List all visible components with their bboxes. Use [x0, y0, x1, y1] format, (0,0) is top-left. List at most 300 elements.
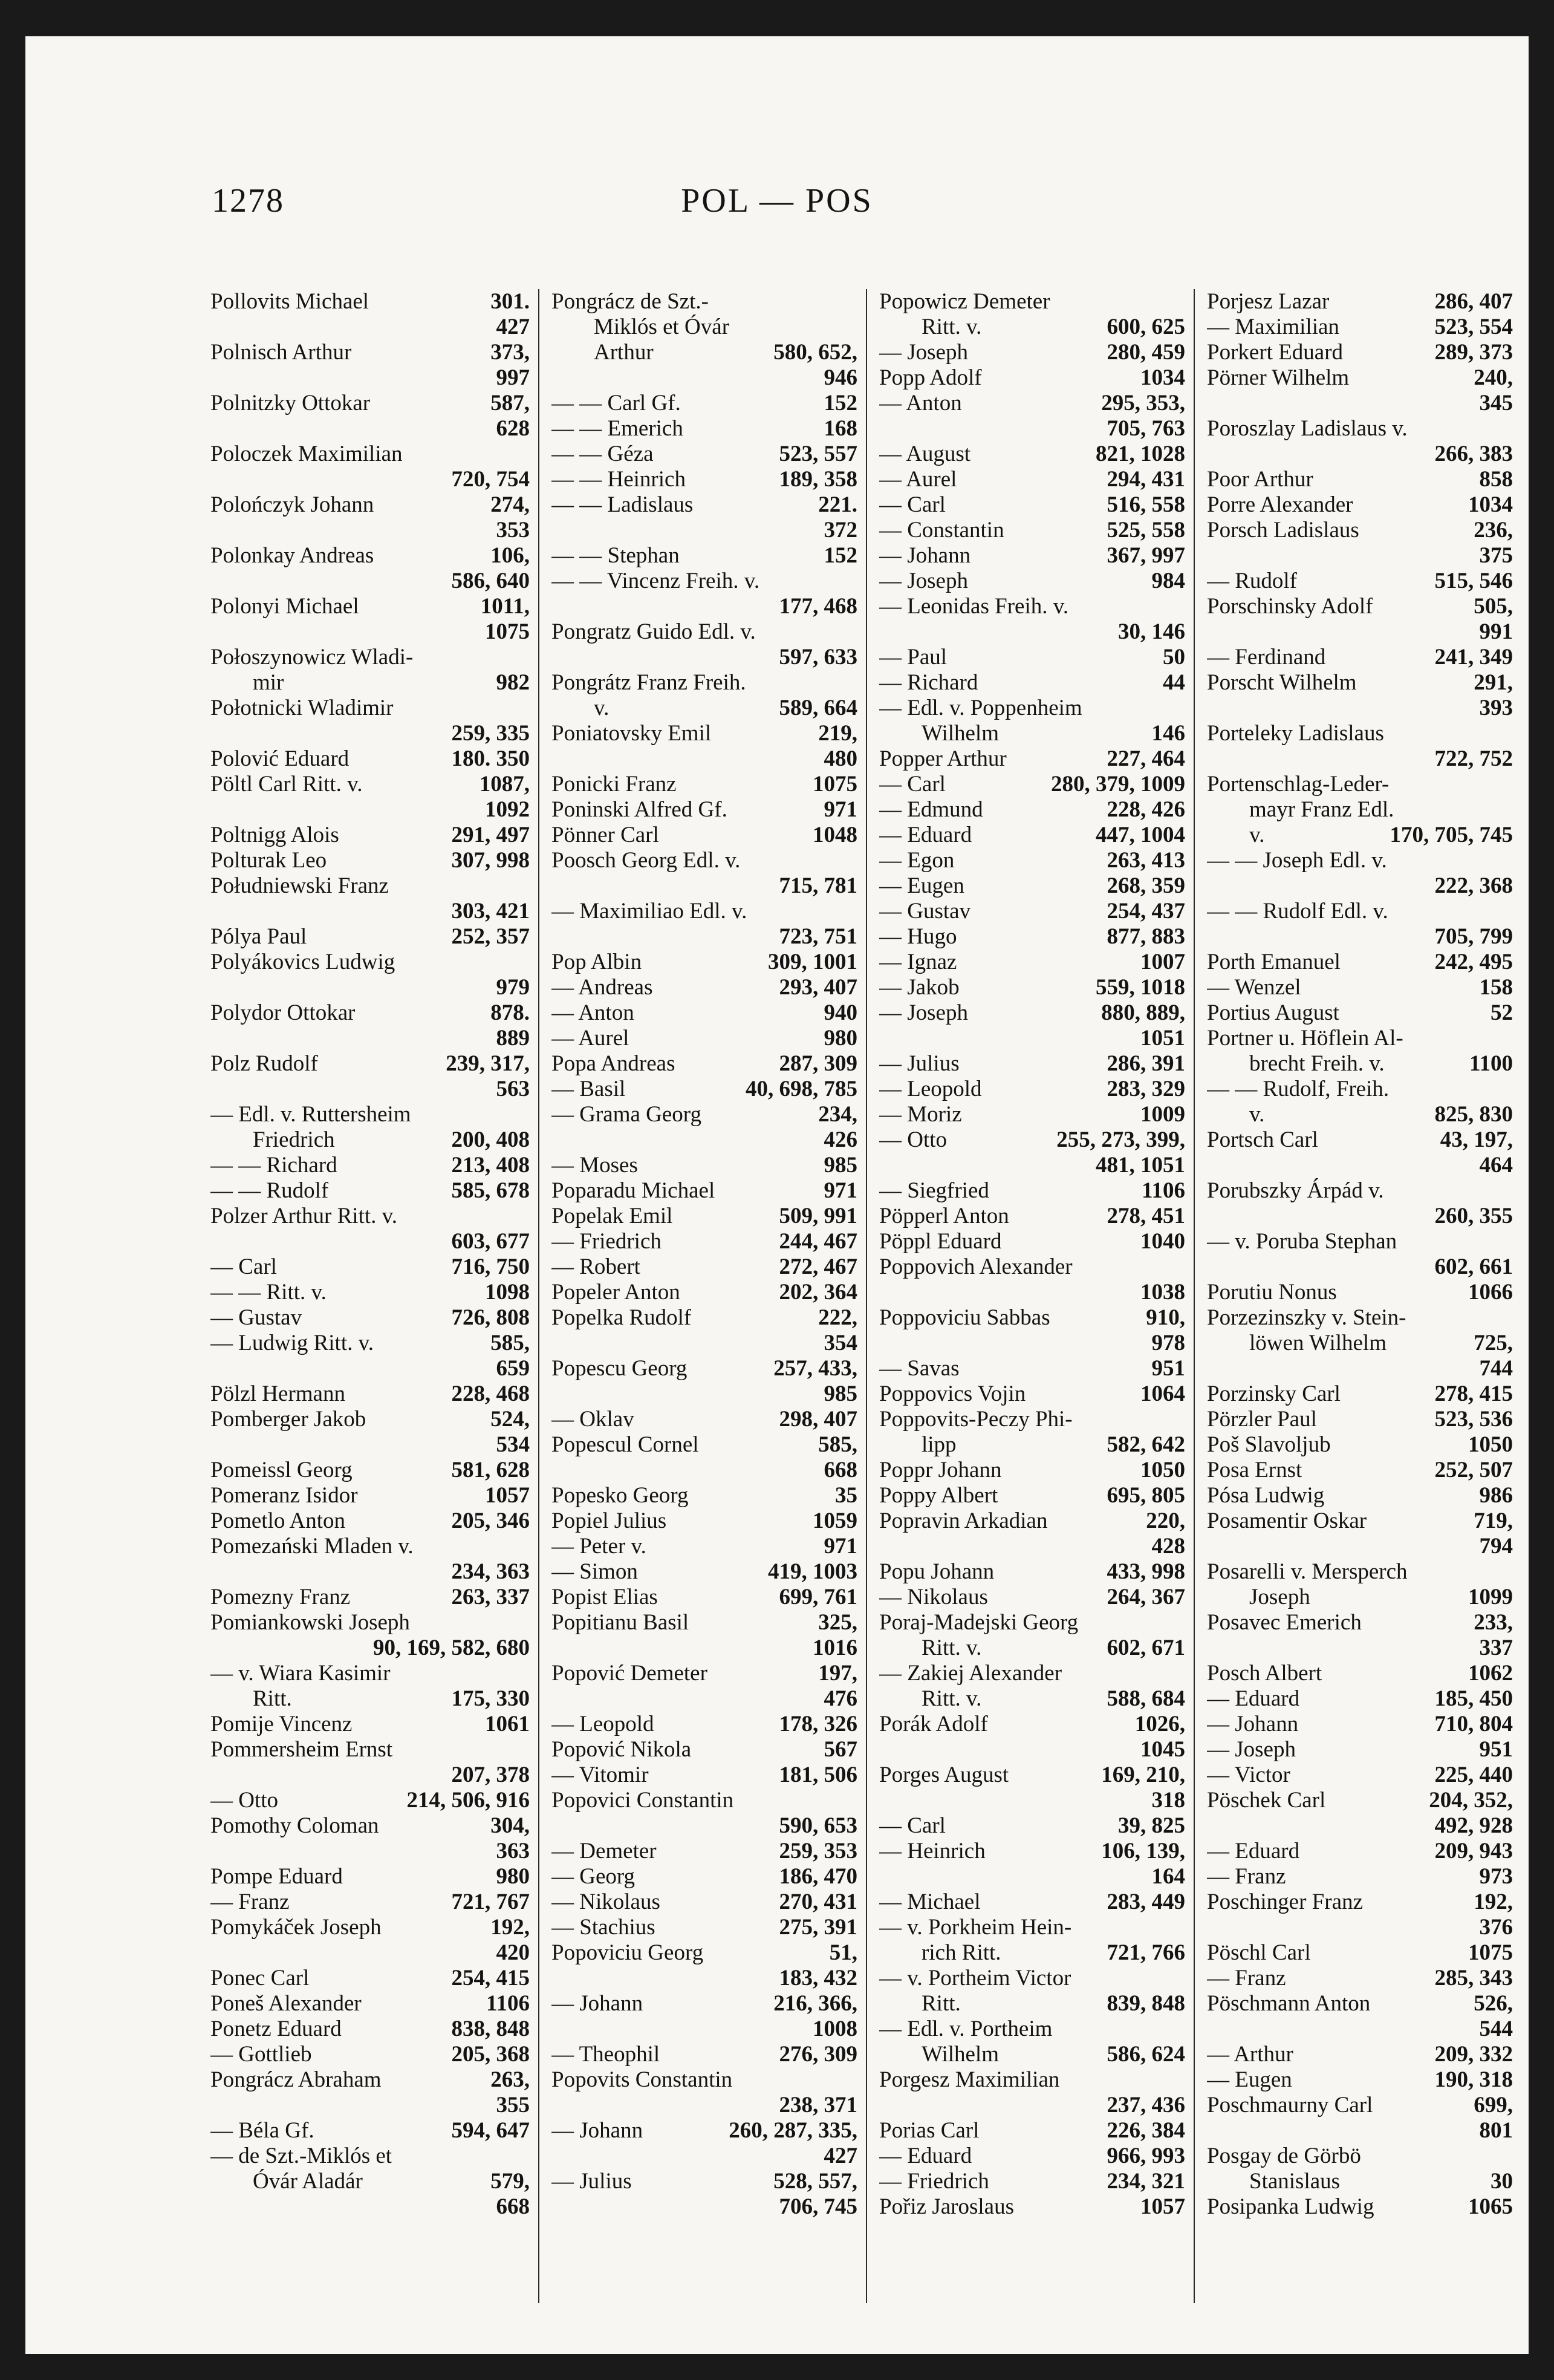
- entry-name: Porschinsky Adolf: [1207, 594, 1373, 619]
- entry-name: Porkert Eduard: [1207, 340, 1344, 365]
- index-entry: [210, 391, 530, 416]
- entry-name: Poninski Alfred Gf.: [551, 797, 727, 822]
- index-entry: [210, 2093, 530, 2118]
- entry-page-refs: 720, 754: [451, 467, 530, 492]
- index-entry: [551, 1178, 857, 1204]
- index-entry: [551, 1839, 857, 1864]
- index-entry: [879, 1331, 1185, 1356]
- entry-name: — — Rudolf Edl. v.: [1207, 899, 1388, 924]
- index-entry: [879, 1407, 1185, 1432]
- entry-name: — Johann: [879, 543, 971, 568]
- index-entry: [879, 1102, 1185, 1127]
- index-entry: [551, 1356, 857, 1381]
- index-entry: [551, 1026, 857, 1051]
- entry-name: Porzinsky Carl: [1207, 1381, 1341, 1406]
- entry-name: — Grama Georg: [551, 1102, 701, 1127]
- entry-page-refs: 526,: [1474, 1991, 1513, 2016]
- entry-page-refs: 294, 431: [1107, 467, 1185, 492]
- entry-name: Popesko Georg: [551, 1483, 689, 1508]
- entry-page-refs: 534: [496, 1432, 530, 1457]
- index-entry: [1207, 340, 1513, 365]
- entry-name: Porre Alexander: [1207, 492, 1353, 517]
- index-entry: [210, 2144, 530, 2169]
- entry-name: — Franz: [1207, 1966, 1286, 1990]
- entry-name: — Anton: [551, 1000, 634, 1025]
- entry-name: — Ignaz: [879, 950, 957, 974]
- index-entry: [551, 1407, 857, 1432]
- entry-name: Poppoviciu Sabbas: [879, 1305, 1050, 1330]
- entry-page-refs: 146: [1151, 721, 1185, 746]
- index-entry: [210, 1407, 530, 1432]
- entry-page-refs: 309, 1001: [768, 950, 857, 974]
- entry-page-refs: 1106: [486, 1991, 530, 2016]
- entry-name: — Friedrich: [551, 1229, 662, 1254]
- entry-page-refs: 228, 468: [451, 1381, 530, 1406]
- entry-name: Popović Nikola: [551, 1737, 692, 1762]
- index-entry: [551, 1483, 857, 1508]
- index-entry: [210, 594, 530, 619]
- index-entry: [551, 518, 857, 543]
- index-entry: [210, 2194, 530, 2220]
- index-entry: [551, 2042, 857, 2067]
- entry-page-refs: 289, 373: [1434, 340, 1513, 365]
- entry-page-refs: 304,: [490, 1813, 530, 1838]
- entry-name: — Joseph: [879, 1000, 968, 1025]
- index-entry: [1207, 2067, 1513, 2093]
- index-entry: [210, 1305, 530, 1331]
- index-entry: [879, 492, 1185, 518]
- index-entry: [551, 1991, 857, 2016]
- index-entry: [1207, 2093, 1513, 2118]
- entry-name: — Moses: [551, 1153, 638, 1178]
- index-entry: [1207, 696, 1513, 721]
- entry-page-refs: 372: [824, 518, 857, 543]
- index-entry: [879, 1153, 1185, 1178]
- index-entry: [210, 1534, 530, 1559]
- index-entry: [210, 2118, 530, 2144]
- entry-name: Porzezinszky v. Stein-: [1207, 1305, 1406, 1330]
- entry-page-refs: 1065: [1468, 2194, 1513, 2219]
- index-entry: [551, 391, 857, 416]
- index-entry: [879, 1915, 1185, 1940]
- index-entry: [551, 2194, 857, 2220]
- entry-page-refs: 668: [824, 1458, 857, 1482]
- entry-page-refs: 337: [1479, 1635, 1513, 1660]
- entry-page-refs: 373,: [490, 340, 530, 365]
- entry-name: — — Joseph Edl. v.: [1207, 848, 1387, 873]
- index-entry: [1207, 1254, 1513, 1280]
- entry-page-refs: 1061: [485, 1712, 530, 1736]
- index-entry: [551, 1737, 857, 1762]
- entry-name: Popovici Constantin: [551, 1788, 734, 1813]
- index-entry: [1207, 467, 1513, 492]
- index-entry: [879, 594, 1185, 619]
- index-entry: [551, 797, 857, 823]
- index-entry: [879, 2093, 1185, 2118]
- entry-name: — — Heinrich: [551, 467, 686, 492]
- index-entry: [1207, 1026, 1513, 1051]
- entry-page-refs: 940: [824, 1000, 857, 1025]
- entry-page-refs: 476: [824, 1686, 857, 1711]
- entry-name: — Maximilian: [1207, 315, 1339, 339]
- page-number: 1278: [212, 182, 284, 220]
- entry-page-refs: 183, 432: [779, 1966, 857, 1990]
- entry-name: — Otto: [210, 1788, 279, 1813]
- entry-page-refs: 192,: [1474, 1889, 1513, 1914]
- entry-name: Popoviciu Georg: [551, 1940, 704, 1965]
- entry-page-refs: 426: [824, 1127, 857, 1152]
- index-entry: [1207, 1432, 1513, 1458]
- entry-page-refs: 152: [824, 391, 857, 416]
- index-entry: [879, 1508, 1185, 1534]
- index-entry: [879, 873, 1185, 899]
- index-entry: [879, 1000, 1185, 1026]
- entry-name: Pöschl Carl: [1207, 1940, 1311, 1965]
- entry-page-refs: 1064: [1140, 1381, 1185, 1406]
- index-entry: [551, 1381, 857, 1407]
- index-entry: [551, 2169, 857, 2194]
- entry-name: — Zakiej Alexander: [879, 1661, 1062, 1686]
- entry-page-refs: 858: [1479, 467, 1513, 492]
- entry-page-refs: 205, 368: [451, 2042, 530, 2067]
- entry-name: Porteleky Ladislaus: [1207, 721, 1384, 746]
- entry-page-refs: 744: [1479, 1356, 1513, 1381]
- index-column-4: [1194, 289, 1521, 2303]
- index-entry: [551, 1635, 857, 1661]
- index-entry: [1207, 797, 1513, 823]
- entry-page-refs: 706, 745: [779, 2194, 857, 2219]
- index-entry: [551, 416, 857, 442]
- entry-page-refs: 238, 371: [779, 2093, 857, 2118]
- entry-page-refs: 214, 506, 916: [406, 1788, 530, 1813]
- entry-page-refs: 205, 346: [451, 1508, 530, 1533]
- entry-page-refs: 301.: [490, 289, 530, 314]
- entry-page-refs: 523, 536: [1434, 1407, 1513, 1432]
- entry-page-refs: 464: [1479, 1153, 1513, 1178]
- index-entry: [210, 1153, 530, 1178]
- entry-page-refs: 594, 647: [451, 2118, 530, 2143]
- page-sheet: [25, 36, 1529, 2354]
- index-columns: [210, 289, 1521, 2303]
- entry-name: Portius August: [1207, 1000, 1339, 1025]
- index-entry: [210, 365, 530, 391]
- entry-name: — Eugen: [879, 873, 964, 898]
- index-entry: [210, 1331, 530, 1356]
- entry-page-refs: 283, 329: [1107, 1077, 1185, 1101]
- entry-page-refs: 516, 558: [1107, 492, 1185, 517]
- entry-name: Popelka Rudolf: [551, 1305, 692, 1330]
- index-entry: [879, 2144, 1185, 2169]
- index-entry: [551, 899, 857, 924]
- entry-page-refs: 1057: [1140, 2194, 1185, 2219]
- index-entry: [879, 1839, 1185, 1864]
- index-entry: [210, 569, 530, 594]
- index-entry: [210, 1356, 530, 1381]
- entry-name: Ritt. v.: [922, 1686, 982, 1711]
- index-entry: [879, 2194, 1185, 2220]
- entry-page-refs: 51,: [829, 1940, 857, 1965]
- index-entry: [210, 1991, 530, 2016]
- index-entry: [210, 1839, 530, 1864]
- entry-page-refs: 263, 337: [451, 1585, 530, 1609]
- entry-page-refs: 838, 848: [451, 2016, 530, 2041]
- entry-page-refs: 985: [824, 1153, 857, 1178]
- entry-page-refs: 278, 451: [1107, 1204, 1185, 1228]
- index-entry: [879, 569, 1185, 594]
- index-entry: [551, 1585, 857, 1610]
- entry-page-refs: 202, 364: [779, 1280, 857, 1305]
- entry-page-refs: 152: [824, 543, 857, 568]
- entry-name: — Joseph: [1207, 1737, 1296, 1762]
- entry-page-refs: 353: [496, 518, 530, 543]
- entry-name: — Peter v.: [551, 1534, 646, 1559]
- index-entry: [210, 1686, 530, 1712]
- index-entry: [1207, 2042, 1513, 2067]
- entry-name: Popravin Arkadian: [879, 1508, 1048, 1533]
- index-entry: [879, 848, 1185, 873]
- index-column-2: [538, 289, 866, 2303]
- entry-name: — Gustav: [879, 899, 971, 924]
- entry-page-refs: 986: [1479, 1483, 1513, 1508]
- index-entry: [1207, 1458, 1513, 1483]
- entry-name: Poroszlay Ladislaus v.: [1207, 416, 1408, 441]
- entry-name: Polturak Leo: [210, 848, 327, 873]
- index-entry: [879, 1534, 1185, 1559]
- index-entry: [210, 1966, 530, 1991]
- index-entry: [210, 1559, 530, 1585]
- entry-name: Poppovits-Peczy Phi-: [879, 1407, 1073, 1432]
- entry-page-refs: 30, 146: [1118, 619, 1185, 644]
- entry-name: Porth Emanuel: [1207, 950, 1341, 974]
- entry-name: Pommersheim Ernst: [210, 1737, 393, 1762]
- entry-page-refs: 90, 169, 582, 680: [373, 1635, 530, 1660]
- entry-page-refs: 239, 317,: [446, 1051, 530, 1076]
- index-entry: [551, 848, 857, 873]
- index-entry: [551, 2016, 857, 2042]
- index-entry: [210, 1280, 530, 1305]
- entry-page-refs: 234, 363: [451, 1559, 530, 1584]
- entry-name: Friedrich: [253, 1127, 335, 1152]
- index-entry: [551, 340, 857, 365]
- entry-page-refs: 266, 383: [1434, 442, 1513, 466]
- index-column-3: [866, 289, 1194, 2303]
- entry-page-refs: 295, 353,: [1101, 391, 1185, 416]
- index-entry: [879, 1432, 1185, 1458]
- entry-page-refs: 980: [824, 1026, 857, 1051]
- index-entry: [879, 1077, 1185, 1102]
- entry-name: — Robert: [551, 1254, 640, 1279]
- entry-page-refs: 260, 287, 335,: [729, 2118, 857, 2143]
- index-entry: [210, 645, 530, 670]
- entry-name: — Leonidas Freih. v.: [879, 594, 1069, 619]
- index-entry: [879, 467, 1185, 492]
- entry-name: Posarelli v. Mersperch: [1207, 1559, 1408, 1584]
- index-entry: [1207, 1661, 1513, 1686]
- index-entry: [879, 1051, 1185, 1077]
- entry-name: — Moriz: [879, 1102, 962, 1127]
- index-entry: [210, 315, 530, 340]
- entry-name: Joseph: [1249, 1585, 1310, 1609]
- entry-page-refs: 259, 335: [451, 721, 530, 746]
- entry-page-refs: 597, 633: [779, 645, 857, 670]
- index-entry: [210, 442, 530, 467]
- index-entry: [1207, 823, 1513, 848]
- entry-name: — Eduard: [879, 2144, 972, 2168]
- entry-name: — August: [879, 442, 971, 466]
- entry-name: — Johann: [1207, 1712, 1299, 1736]
- index-entry: [1207, 975, 1513, 1000]
- entry-name: Polonyi Michael: [210, 594, 359, 619]
- index-entry: [879, 1762, 1185, 1788]
- index-entry: [879, 975, 1185, 1000]
- entry-name: Pomezny Franz: [210, 1585, 351, 1609]
- entry-name: Poltnigg Alois: [210, 823, 339, 847]
- entry-name: Popowicz Demeter: [879, 289, 1050, 314]
- entry-name: — Béla Gf.: [210, 2118, 314, 2143]
- index-entry: [551, 873, 857, 899]
- entry-page-refs: 433, 998: [1107, 1559, 1185, 1584]
- entry-page-refs: 263, 413: [1107, 848, 1185, 873]
- index-entry: [551, 1661, 857, 1686]
- entry-name: Polydor Ottokar: [210, 1000, 356, 1025]
- entry-page-refs: 307, 998: [451, 848, 530, 873]
- index-entry: [1207, 442, 1513, 467]
- index-entry: [1207, 1407, 1513, 1432]
- entry-page-refs: 602, 661: [1434, 1254, 1513, 1279]
- entry-page-refs: 966, 993: [1107, 2144, 1185, 2168]
- index-entry: [1207, 2016, 1513, 2042]
- index-entry: [551, 696, 857, 721]
- index-entry: [879, 899, 1185, 924]
- entry-name: Posgay de Görbö: [1207, 2144, 1361, 2168]
- entry-name: — Johann: [551, 1991, 643, 2016]
- index-entry: [210, 1585, 530, 1610]
- entry-name: Ponetz Eduard: [210, 2016, 342, 2041]
- entry-name: — v. Wiara Kasimir: [210, 1661, 391, 1686]
- entry-name: Porges August: [879, 1762, 1009, 1787]
- index-entry: [1207, 1204, 1513, 1229]
- index-entry: [1207, 1483, 1513, 1508]
- entry-name: mayr Franz Edl.: [1249, 797, 1394, 822]
- index-entry: [210, 1737, 530, 1762]
- index-entry: [879, 1686, 1185, 1712]
- entry-name: Porgesz Maximilian: [879, 2067, 1060, 2092]
- entry-name: Pöltl Carl Ritt. v.: [210, 772, 363, 797]
- entry-name: — v. Porkheim Hein-: [879, 1915, 1072, 1940]
- entry-page-refs: 1098: [485, 1280, 530, 1305]
- index-entry: [551, 2144, 857, 2169]
- entry-page-refs: 178, 326: [779, 1712, 857, 1736]
- entry-name: Polović Eduard: [210, 746, 349, 771]
- index-entry: [1207, 1000, 1513, 1026]
- index-entry: [551, 645, 857, 670]
- index-entry: [879, 1356, 1185, 1381]
- entry-page-refs: 946: [824, 365, 857, 390]
- entry-name: Polończyk Johann: [210, 492, 374, 517]
- entry-name: Popitianu Basil: [551, 1610, 689, 1635]
- index-entry: [210, 772, 530, 797]
- entry-name: — Basil: [551, 1077, 626, 1101]
- index-entry: [879, 1610, 1185, 1635]
- index-entry: [1207, 1839, 1513, 1864]
- index-entry: [210, 1610, 530, 1635]
- entry-name: Pöschek Carl: [1207, 1788, 1326, 1813]
- entry-name: Poparadu Michael: [551, 1178, 715, 1203]
- entry-page-refs: 242, 495: [1434, 950, 1513, 974]
- index-entry: [1207, 1712, 1513, 1737]
- entry-name: Ritt.: [922, 1991, 961, 2016]
- entry-page-refs: 719,: [1474, 1508, 1513, 1533]
- index-entry: [210, 1813, 530, 1839]
- entry-name: Ritt. v.: [922, 1635, 982, 1660]
- entry-page-refs: 180. 350: [451, 746, 530, 771]
- entry-name: Posavec Emerich: [1207, 1610, 1362, 1635]
- entry-name: Południewski Franz: [210, 873, 389, 898]
- index-entry: [210, 873, 530, 899]
- index-entry: [879, 416, 1185, 442]
- entry-name: Posa Ernst: [1207, 1458, 1302, 1482]
- index-entry: [1207, 772, 1513, 797]
- index-entry: [879, 1483, 1185, 1508]
- entry-name: Poppr Johann: [879, 1458, 1002, 1482]
- entry-page-refs: 985: [824, 1381, 857, 1406]
- entry-name: — de Szt.-Miklós et: [210, 2144, 392, 2168]
- index-entry: [210, 721, 530, 746]
- entry-name: Porsch Ladislaus: [1207, 518, 1359, 543]
- entry-name: lipp: [922, 1432, 957, 1457]
- entry-page-refs: 428: [1151, 1534, 1185, 1559]
- index-entry: [551, 1254, 857, 1280]
- entry-name: — Julius: [879, 1051, 960, 1076]
- entry-name: Poneš Alexander: [210, 1991, 362, 2016]
- index-entry: [1207, 924, 1513, 950]
- entry-name: Polyákovics Ludwig: [210, 950, 395, 974]
- index-entry: [879, 365, 1185, 391]
- entry-page-refs: 204, 352,: [1429, 1788, 1513, 1813]
- entry-name: Poš Slavoljub: [1207, 1432, 1331, 1457]
- index-entry: [210, 899, 530, 924]
- entry-name: Stanislaus: [1249, 2169, 1341, 2194]
- entry-name: Pongrácz de Szt.-: [551, 289, 709, 314]
- entry-name: Pólya Paul: [210, 924, 307, 949]
- entry-page-refs: 821, 1028: [1096, 442, 1185, 466]
- index-entry: [210, 1254, 530, 1280]
- entry-name: — Julius: [551, 2169, 632, 2194]
- entry-page-refs: 480: [824, 746, 857, 771]
- entry-page-refs: 367, 997: [1107, 543, 1185, 568]
- entry-page-refs: 207, 378: [451, 1762, 530, 1787]
- index-entry: [1207, 1788, 1513, 1813]
- entry-page-refs: 227, 464: [1107, 746, 1185, 771]
- entry-name: Popper Arthur: [879, 746, 1007, 771]
- index-entry: [551, 975, 857, 1000]
- entry-name: — Savas: [879, 1356, 960, 1381]
- index-entry: [210, 619, 530, 645]
- index-entry: [551, 1686, 857, 1712]
- entry-page-refs: 222,: [818, 1305, 857, 1330]
- index-entry: [1207, 721, 1513, 746]
- index-entry: [210, 823, 530, 848]
- entry-page-refs: 272, 467: [779, 1254, 857, 1279]
- index-entry: [210, 1712, 530, 1737]
- entry-name: Popovits Constantin: [551, 2067, 733, 2092]
- index-entry: [551, 365, 857, 391]
- entry-name: — Eduard: [879, 823, 972, 847]
- index-entry: [551, 2093, 857, 2118]
- entry-name: Pomykáček Joseph: [210, 1915, 382, 1940]
- entry-page-refs: 839, 848: [1107, 1991, 1185, 2016]
- entry-name: — Ferdinand: [1207, 645, 1326, 670]
